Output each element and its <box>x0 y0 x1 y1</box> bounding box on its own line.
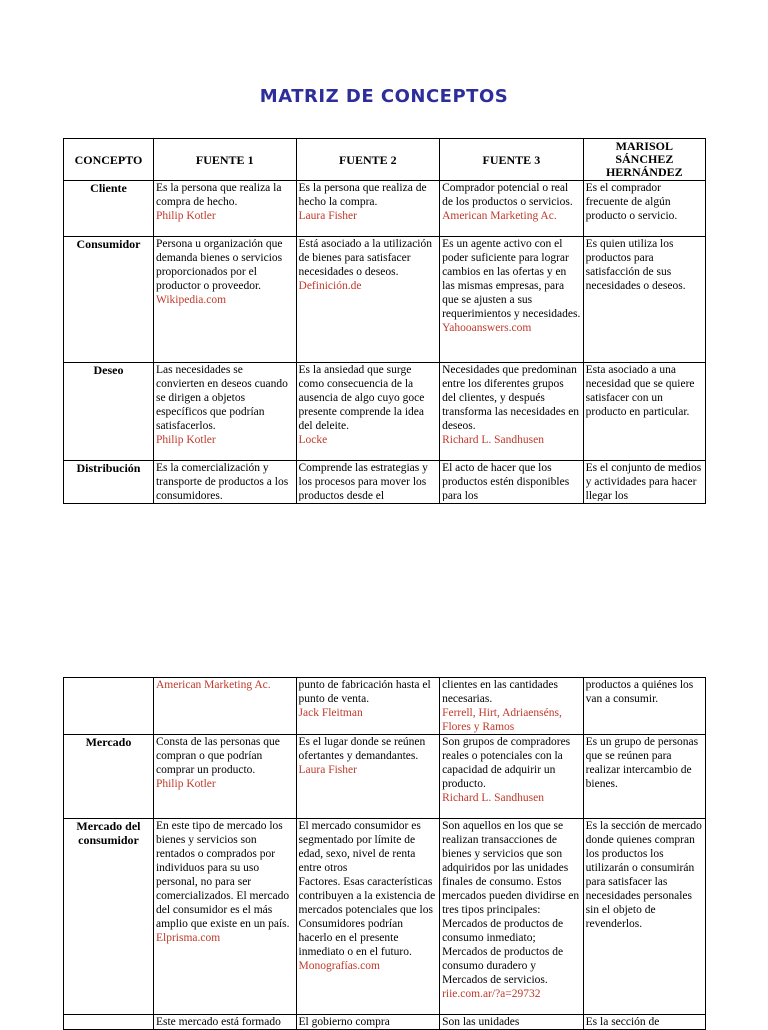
definition-text: Es la comercialización y transporte de productos a los consumidores. <box>155 462 289 502</box>
definition-cell <box>296 363 440 461</box>
definition-cell <box>153 678 296 735</box>
definition-text: Necesidades que predominan entre los diferentes grupos del clientes, y después transforma las necesidades en deseos. <box>442 364 580 432</box>
source-citation: Wikipedia.com <box>155 294 227 306</box>
header-fuente-3: FUENTE 3 <box>440 139 584 181</box>
definition-text: productos a quiénes los van a consumir. <box>585 679 694 705</box>
source-citation: Jack Fleitman <box>298 707 363 719</box>
definition-text: Las necesidades se convierten en deseos cuando se dirigen a objetos específicos que podrían satisfacerlos. <box>155 364 288 432</box>
definition-text: Es el lugar donde se reúnen ofertantes y demandantes. <box>298 736 426 762</box>
definition-cell <box>440 363 584 461</box>
definition-cell <box>153 1015 296 1030</box>
definition-text: Es un grupo de personas que se reúnen para realizar intercambio de bienes. <box>585 736 699 790</box>
definition-cell <box>296 461 440 504</box>
source-citation: Ferrell, Hirt, Adriaenséns, Flores y Ramos <box>442 707 562 733</box>
definition-cell <box>153 461 296 504</box>
definition-text: Es la persona que realiza la compra de hecho. <box>155 182 282 208</box>
definition-text: Comprende las estrategias y los procesos para mover los productos desde el <box>298 462 428 501</box>
definition-cell <box>583 181 705 237</box>
table-row <box>64 678 706 735</box>
concept-cell: Distribución <box>64 461 154 504</box>
definition-text: Persona u organización que demanda bienes o servicios proporcionados por el productor o proveedor. <box>155 238 283 292</box>
source-citation: Locke <box>298 434 328 446</box>
definition-text: Es quien utiliza los productos para satisfacción de sus necesidades o deseos. <box>585 238 686 292</box>
concept-matrix-table-page-1 <box>63 138 706 504</box>
source-citation: Richard L. Sandhusen <box>442 434 544 446</box>
definition-text: Son las unidades <box>442 1016 520 1028</box>
source-citation: Elprisma.com <box>155 932 221 944</box>
header-fuente-1: FUENTE 1 <box>153 139 296 181</box>
table-row <box>64 181 706 237</box>
concept-cell: Deseo <box>64 363 154 461</box>
definition-cell <box>583 363 705 461</box>
source-citation: Laura Fisher <box>298 764 357 776</box>
definition-cell <box>296 1015 440 1030</box>
definition-text: El acto de hacer que los productos estén disponibles para los <box>442 462 570 501</box>
definition-text: Es la sección de mercado donde quienes compran los productos los utilizarán o consumirán para satisfacer las necesidades personales sin el objeto de revenderlos. <box>585 820 702 930</box>
concept-cell <box>64 678 154 735</box>
definition-text: Es un agente activo con el poder suficiente para lograr cambios en las ofertas y en las mismas empresas, para que se ajusten a sus requerimientos y necesidades. <box>442 238 581 320</box>
definition-text: Es la sección de <box>585 1016 660 1028</box>
definition-cell <box>296 237 440 363</box>
header-author: MARISOL SÁNCHEZ HERNÁNDEZ <box>583 139 705 181</box>
definition-text: Son aquellos en los que se realizan transacciones de bienes y servicios que son adquiridos por las unidades finales de consumo. Estos mercados pueden dividirse en tres tipos principales: Mercados de productos de consumo inmediato; Mercados de productos de consumo duradero y Mercados de servicios. <box>442 820 580 986</box>
definition-text: Está asociado a la utilización de bienes para satisfacer necesidades o deseos. <box>298 238 432 278</box>
source-citation: Philip Kotler <box>155 778 216 790</box>
definition-cell <box>583 735 705 819</box>
definition-cell <box>583 461 705 504</box>
source-citation: Definición.de <box>298 280 362 292</box>
source-citation: riie.com.ar/?a=29732 <box>442 988 541 1000</box>
concept-cell: Consumidor <box>64 237 154 363</box>
definition-cell <box>583 678 705 735</box>
definition-cell <box>583 237 705 363</box>
concept-matrix-table-page-2 <box>63 677 706 1030</box>
definition-text: El mercado consumidor es segmentado por límite de edad, sexo, nivel de renta entre otros Factores. Esas características contribuyen a la existencia de mercados potenciales que los Consumidores podrían hacerlo en el presente inmediato o en el futuro. <box>298 820 436 958</box>
definition-text: clientes en las cantidades necesarias. <box>442 679 558 705</box>
source-citation: Monografías.com <box>298 960 380 972</box>
concept-cell: Mercado del consumidor <box>64 819 154 1015</box>
definition-cell <box>296 181 440 237</box>
table-row <box>64 363 706 461</box>
document-title: MATRIZ DE CONCEPTOS <box>259 86 509 107</box>
definition-text: Consta de las personas que compran o que podrían comprar un producto. <box>155 736 280 776</box>
definition-cell <box>583 1015 705 1030</box>
definition-cell <box>440 461 584 504</box>
definition-text: En este tipo de mercado los bienes y servicios son rentados o comprados por individuos para su uso personal, no para ser comercializados. El mercado del consumidor es el más amplio que existe en un país. <box>155 820 290 930</box>
definition-cell <box>440 237 584 363</box>
source-citation: Philip Kotler <box>155 434 216 446</box>
definition-text: Es la ansiedad que surge como consecuencia de la ausencia de algo cuyo goce presente comprende la idea del deleite. <box>298 364 425 432</box>
definition-cell <box>440 819 584 1015</box>
header-fuente-2: FUENTE 2 <box>296 139 440 181</box>
definition-cell <box>153 819 296 1015</box>
table-header-row <box>64 139 706 181</box>
definition-cell <box>296 678 440 735</box>
source-citation: American Marketing Ac. <box>155 679 271 691</box>
definition-cell <box>153 735 296 819</box>
definition-cell <box>440 1015 584 1030</box>
definition-cell <box>440 735 584 819</box>
table-row <box>64 1015 706 1030</box>
table-row <box>64 461 706 504</box>
definition-cell <box>153 237 296 363</box>
source-citation: Philip Kotler <box>155 210 216 222</box>
definition-cell <box>440 181 584 237</box>
header-concepto: CONCEPTO <box>64 139 154 181</box>
definition-cell <box>440 678 584 735</box>
definition-cell <box>296 735 440 819</box>
table-row <box>64 237 706 363</box>
definition-text: Este mercado está formado <box>155 1016 281 1028</box>
concept-cell: Cliente <box>64 181 154 237</box>
table-row <box>64 735 706 819</box>
source-citation: Laura Fisher <box>298 210 357 222</box>
definition-text: Es el comprador frecuente de algún producto o servicio. <box>585 182 678 222</box>
source-citation: American Marketing Ac. <box>442 210 557 222</box>
definition-text: Comprador potencial o real de los productos o servicios. <box>442 182 573 208</box>
concept-cell: Mercado <box>64 735 154 819</box>
definition-text: Es el conjunto de medios y actividades para hacer llegar los <box>585 462 702 501</box>
definition-cell <box>153 181 296 237</box>
definition-text: Es la persona que realiza de hecho la compra. <box>298 182 427 208</box>
source-citation: Yahooanswers.com <box>442 322 532 334</box>
definition-cell <box>583 819 705 1015</box>
table-row <box>64 819 706 1015</box>
definition-text: El gobierno compra <box>298 1016 390 1028</box>
definition-text: punto de fabricación hasta el punto de venta. <box>298 679 431 705</box>
definition-cell <box>153 363 296 461</box>
definition-cell <box>296 819 440 1015</box>
source-citation: Richard L. Sandhusen <box>442 792 544 804</box>
concept-cell <box>64 1015 154 1030</box>
definition-text: Son grupos de compradores reales o potenciales con la capacidad de adquirir un producto. <box>442 736 571 790</box>
definition-text: Esta asociado a una necesidad que se quiere satisfacer con un producto en particular. <box>585 364 695 418</box>
